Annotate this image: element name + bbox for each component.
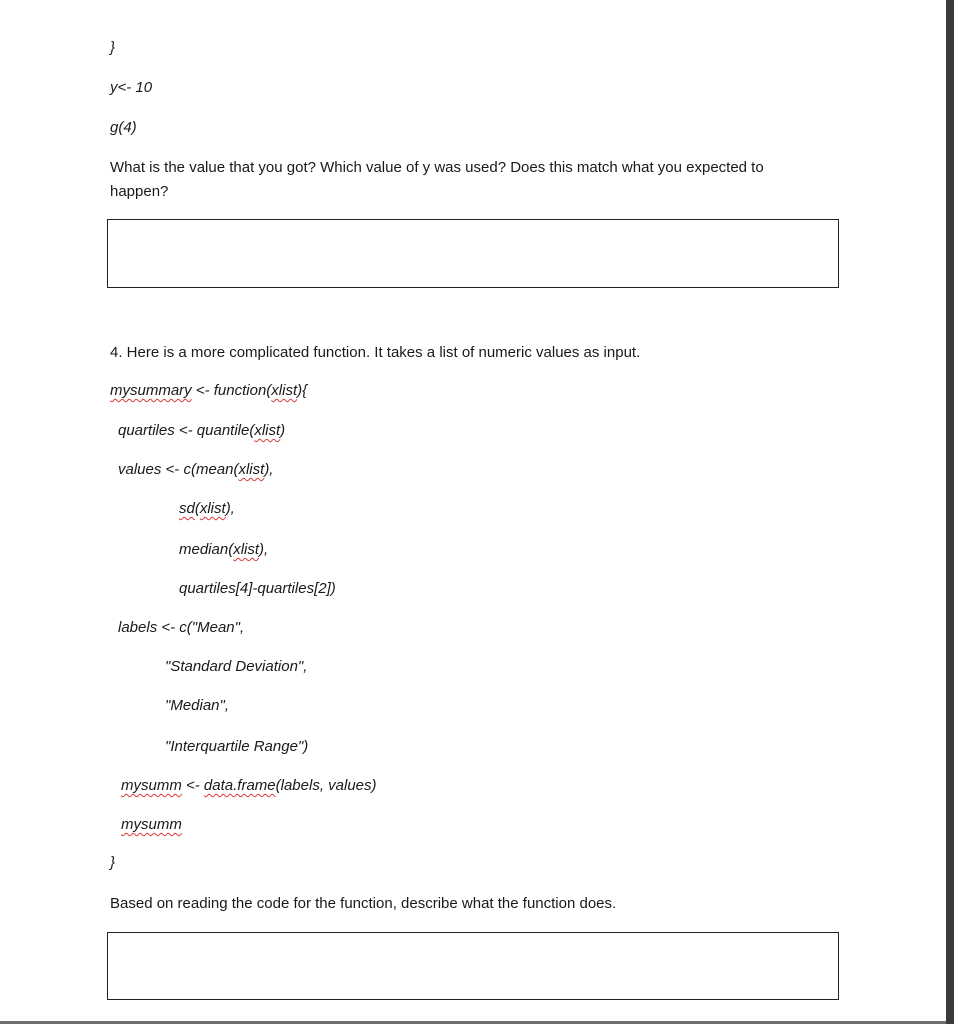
answer-box-question-3[interactable] (107, 219, 839, 288)
code-call-g: g(4) (110, 119, 137, 136)
code-token-arg: xlist (233, 541, 260, 558)
code-line-function-def (110, 381, 307, 401)
code-line-label-sd: "Standard Deviation", (165, 658, 308, 675)
code-token-sd: sd (179, 500, 195, 517)
code-token: quartiles <- quantile( (118, 422, 255, 439)
code-line-return (121, 815, 182, 835)
code-token: (labels, values) (275, 777, 377, 794)
code-close-brace: } (110, 39, 116, 56)
code-token-arg: xlist (238, 461, 265, 478)
code-line-dataframe (121, 776, 377, 796)
code-token-arg: xlist (254, 422, 281, 439)
code-token: <- (181, 777, 204, 794)
code-token: ( (194, 500, 200, 517)
code-token-function-name: mysummary (110, 382, 192, 399)
code-line-iqr: quartiles[4]-quartiles[2]) (179, 580, 336, 597)
code-token: ){ (297, 382, 308, 399)
code-token: ) (280, 422, 286, 439)
code-line-quartiles (118, 421, 285, 441)
code-token-var: mysumm (121, 777, 182, 794)
code-token: median( (179, 541, 234, 558)
code-token-arg: xlist (271, 382, 298, 399)
code-line-values (118, 460, 273, 480)
question-4-intro: 4. Here is a more complicated function. It takes a list of numeric values as input. (110, 344, 641, 361)
code-line-labels: labels <- c("Mean", (118, 619, 245, 636)
code-line-label-median: "Median", (165, 697, 230, 714)
code-token: values <- c(mean( (118, 461, 239, 478)
code-line-median (179, 540, 268, 560)
code-token-function: data.frame (203, 777, 276, 794)
code-token: ), (259, 541, 269, 558)
code-token-arg: xlist (199, 500, 226, 517)
code-token: <- function( (191, 382, 272, 399)
code-line-sd (179, 499, 235, 519)
answer-box-question-4[interactable] (107, 932, 839, 1000)
window-right-edge (946, 0, 954, 1024)
question-3-text: What is the value that you got? Which value of y was used? Does this match what you expected to happen? (110, 159, 764, 200)
code-line-close-brace: } (110, 854, 116, 871)
code-token: ), (225, 500, 235, 517)
code-line-label-iqr: "Interquartile Range") (165, 738, 309, 755)
code-assign-y: y<- 10 (110, 79, 153, 96)
code-token: ), (264, 461, 274, 478)
question-4-prompt: Based on reading the code for the function, describe what the function does. (110, 895, 617, 912)
code-token-var: mysumm (121, 816, 182, 833)
